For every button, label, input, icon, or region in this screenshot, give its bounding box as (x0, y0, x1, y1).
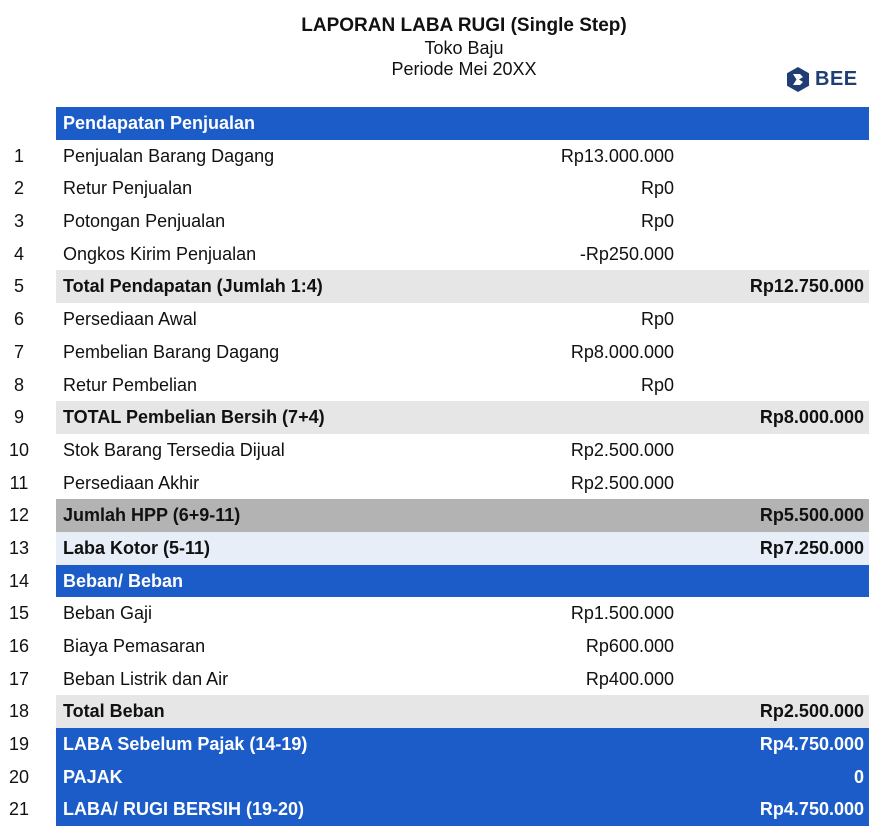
row-total: Rp8.000.000 (759, 407, 864, 428)
row-number: 16 (8, 636, 30, 656)
row-number: 9 (13, 407, 24, 428)
table-row (0, 467, 885, 500)
table-row (0, 172, 885, 205)
row-label: Total Beban (63, 701, 165, 722)
row-amount: Rp600.000 (585, 636, 674, 656)
store-name: Toko Baju (424, 38, 504, 58)
bee-logo-icon (786, 66, 810, 93)
row-label: TOTAL Pembelian Bersih (7+4) (63, 407, 325, 428)
row-number: 8 (13, 374, 24, 395)
row-total: Rp12.750.000 (749, 276, 864, 297)
table-row (0, 597, 885, 630)
table-row (0, 303, 885, 336)
row-total: Rp5.500.000 (759, 505, 864, 526)
row-amount: Rp8.000.000 (570, 341, 674, 362)
row-label: Jumlah HPP (6+9-11) (63, 505, 241, 526)
table-row (0, 270, 885, 303)
bee-logo (786, 66, 858, 93)
row-number: 5 (13, 276, 24, 297)
row-number: 7 (13, 341, 24, 362)
row-number: 2 (13, 178, 24, 199)
row-number: 4 (13, 243, 24, 264)
row-number: 15 (8, 603, 30, 624)
table-row (0, 630, 885, 663)
row-total: Rp7.250.000 (759, 537, 864, 558)
row-number: 17 (8, 668, 30, 689)
income-statement-table (0, 107, 885, 826)
table-row (0, 499, 885, 532)
row-amount: Rp1.500.000 (570, 603, 674, 624)
table-row (0, 401, 885, 434)
row-label: Beban Listrik dan Air (63, 668, 229, 689)
row-number: 6 (13, 309, 24, 330)
table-row (0, 107, 885, 140)
row-amount: Rp0 (640, 211, 674, 232)
row-amount: Rp2.500.000 (570, 439, 674, 460)
row-number: 21 (8, 799, 30, 820)
table-row (0, 369, 885, 402)
report-header (0, 14, 885, 80)
row-label: LABA/ RUGI BERSIH (19-20) (63, 799, 305, 820)
row-number: 1 (13, 145, 24, 166)
row-amount: -Rp250.000 (579, 243, 674, 264)
table-row (0, 434, 885, 467)
table-row (0, 565, 885, 598)
row-number: 14 (8, 570, 30, 591)
row-number: 3 (13, 211, 24, 232)
row-label: Stok Barang Tersedia Dijual (63, 439, 285, 460)
row-label: PAJAK (63, 766, 123, 787)
row-amount: Rp2.500.000 (570, 472, 674, 493)
table-row (0, 205, 885, 238)
row-total: 0 (853, 766, 864, 787)
row-total: Rp4.750.000 (759, 799, 864, 820)
table-row (0, 793, 885, 826)
row-amount: Rp0 (640, 178, 674, 199)
table-row (0, 532, 885, 565)
row-label: Beban Gaji (63, 603, 153, 624)
row-amount: Rp400.000 (585, 668, 674, 689)
row-total: Rp4.750.000 (759, 734, 864, 755)
row-number: 12 (8, 505, 30, 526)
row-label: LABA Sebelum Pajak (14-19) (63, 734, 308, 755)
row-number: 19 (8, 734, 30, 755)
row-label: Laba Kotor (5-11) (63, 537, 211, 558)
section-label: Beban/ Beban (63, 570, 184, 591)
table-row (0, 238, 885, 271)
row-number: 11 (9, 472, 29, 493)
table-row (0, 663, 885, 696)
row-number: 13 (8, 537, 30, 558)
row-label: Total Pendapatan (Jumlah 1:4) (63, 276, 323, 297)
row-number: 20 (8, 766, 30, 787)
row-label: Pembelian Barang Dagang (63, 341, 280, 362)
row-label: Ongkos Kirim Penjualan (63, 243, 257, 264)
row-number: 10 (8, 439, 30, 460)
row-label: Penjualan Barang Dagang (63, 145, 275, 166)
table-row (0, 761, 885, 794)
row-label: Persediaan Akhir (63, 472, 200, 493)
row-label: Persediaan Awal (63, 309, 197, 330)
logo-text: BEE (815, 68, 858, 90)
table-row (0, 728, 885, 761)
row-label: Retur Penjualan (63, 178, 193, 199)
table-row (0, 140, 885, 173)
section-label: Pendapatan Penjualan (63, 113, 256, 133)
row-label: Potongan Penjualan (63, 211, 226, 232)
row-amount: Rp0 (640, 309, 674, 330)
report-title: LAPORAN LABA RUGI (Single Step) (301, 15, 627, 36)
row-label: Retur Pembelian (63, 374, 198, 395)
row-number: 18 (8, 701, 30, 722)
row-total: Rp2.500.000 (759, 701, 864, 722)
report-period: Periode Mei 20XX (391, 59, 537, 79)
row-amount: Rp13.000.000 (560, 145, 674, 166)
row-label: Biaya Pemasaran (63, 636, 206, 656)
row-amount: Rp0 (640, 374, 674, 395)
table-row (0, 336, 885, 369)
table-row (0, 695, 885, 728)
